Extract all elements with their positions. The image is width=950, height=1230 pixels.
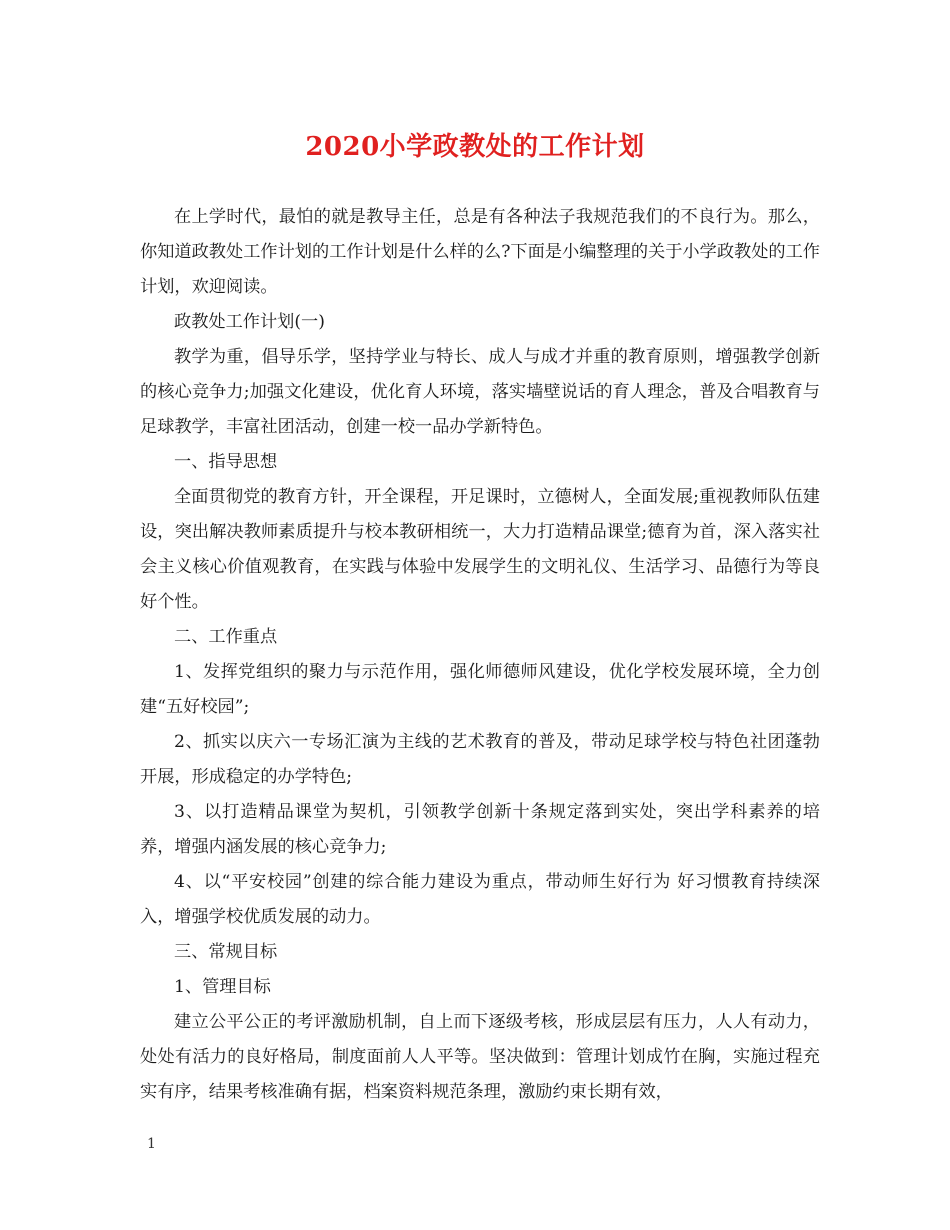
heading-routine-goals: 三、常规目标	[174, 942, 278, 962]
paragraph-intro: 在上学时代，最怕的就是教导主任，总是有各种法子我规范我们的不良行为。那么，你知道政教处工作计划的工作计划是什么样的么?下面是小编整理的关于小学政教处的工作计划，欢迎阅读。	[140, 207, 820, 297]
list-item-focus-2: 2、抓实以庆六一专场汇演为主线的艺术教育的普及，带动足球学校与特色社团蓬勃开展，形成稳定的办学特色;	[140, 732, 820, 787]
page-number: 1	[147, 1136, 156, 1152]
heading-work-focus: 二、工作重点	[174, 627, 278, 647]
heading-guiding-ideology: 一、指导思想	[174, 452, 278, 472]
list-item-focus-1: 1、发挥党组织的聚力与示范作用，强化师德师风建设，优化学校发展环境，全力创建“五好校园”;	[140, 662, 820, 717]
paragraph-summary: 教学为重，倡导乐学，坚持学业与特长、成人与成才并重的教育原则，增强教学创新的核心竞争力;加强文化建设，优化育人环境，落实墙壁说话的育人理念，普及合唱教育与足球教学，丰富社团活动，创建一校一品办学新特色。	[140, 347, 820, 437]
document-body	[140, 200, 820, 1110]
heading-management-goals: 1、管理目标	[174, 977, 271, 997]
list-item-focus-3: 3、以打造精品课堂为契机，引领教学创新十条规定落到实处，突出学科素养的培养，增强内涵发展的核心竞争力;	[140, 802, 820, 857]
list-item-focus-4: 4、以“平安校园”创建的综合能力建设为重点，带动师生好行为 好习惯教育持续深入，增强学校优质发展的动力。	[140, 872, 820, 927]
document-title: 2020小学政教处的工作计划	[305, 132, 645, 162]
heading-plan-one: 政教处工作计划(一)	[174, 312, 325, 332]
paragraph-management-goals: 建立公平公正的考评激励机制，自上而下逐级考核，形成层层有压力，人人有动力，处处有活力的良好格局，制度面前人人平等。坚决做到：管理计划成竹在胸，实施过程充实有序，结果考核准确有据，档案资料规范条理，激励约束长期有效，	[140, 1012, 820, 1102]
paragraph-guiding-ideology: 全面贯彻党的教育方针，开全课程，开足课时，立德树人，全面发展;重视教师队伍建设，突出解决教师素质提升与校本教研相统一，大力打造精品课堂;德育为首，深入落实社会主义核心价值观教育，在实践与体验中发展学生的文明礼仪、生活学习、品德行为等良好个性。	[140, 487, 820, 612]
